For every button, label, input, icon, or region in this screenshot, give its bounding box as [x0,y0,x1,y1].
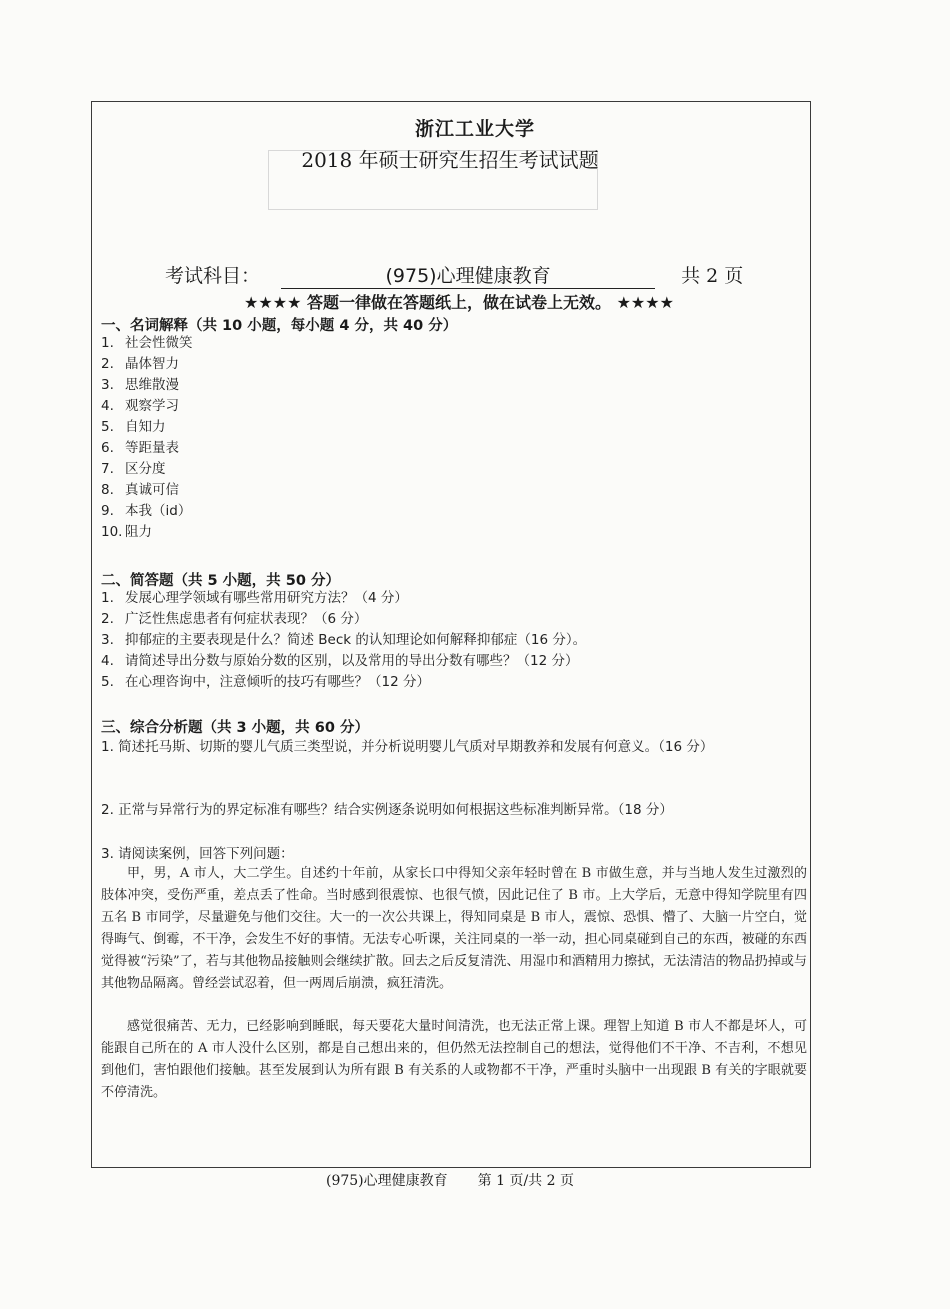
list-item: 5. 在心理咨询中，注意倾听的技巧有哪些？（12 分） [101,674,430,690]
list-item: 10. 阻力 [101,524,152,540]
subject-line [165,261,743,289]
list-item: 9. 本我（id） [101,503,192,519]
list-item: 1. 发展心理学领域有哪些常用研究方法？（4 分） [101,590,408,606]
case-paragraph-2: 感觉很痛苦、无力，已经影响到睡眠，每天要花大量时间清洗，也无法正常上课。理智上知道 B 市人不都是坏人，可能跟自己所在的 A 市人没什么区别，都是自己想出来的，但仍然无法控制自己的想法，觉得他们不干净、不吉利，不想见到他们，害怕跟他们接触。甚至发展到认为所有跟 B 有关系的人或物都不干净，严重时头脑中一出现跟 B 有关的字眼就要不停清洗。 [101,1019,807,1100]
exam-title: 2018 年硕士研究生招生考试试题 [301,148,599,172]
page-footer [0,1170,900,1190]
section-2-heading: 二、简答题（共 5 小题，共 50 分） [101,573,340,589]
page-count: 共 2 页 [681,265,744,287]
question-3-2: 2. 正常与异常行为的界定标准有哪些？结合实例逐条说明如何根据这些标准判断异常。（18 分） [101,802,673,818]
answer-notice: ★★★★ 答题一律做在答题纸上，做在试卷上无效。 ★★★★ [244,293,674,312]
subject-label: 考试科目： [165,265,261,287]
list-item: 2. 广泛性焦虑患者有何症状表现？（6 分） [101,611,368,627]
section-3-heading: 三、综合分析题（共 3 小题，共 60 分） [101,720,369,736]
case-paragraph-1: 甲，男，A 市人，大二学生。自述约十年前，从家长口中得知父亲年轻时曾在 B 市做生意，并与当地人发生过激烈的肢体冲突，受伤严重，差点丢了性命。当时感到很震惊、也很气愤，因此记住了 B 市。上大学后，无意中得知学院里有四五名 B 市同学，尽量避免与他们交往。大一的一次公共课上，得知同桌是 B 市人，震惊、恐惧、懵了、大脑一片空白，觉得晦气、倒霉，不干净，会发生不好的事情。无法专心听课，关注同桌的一举一动，担心同桌碰到自己的东西，被碰的东西觉得被“污染”了，若与其他物品接触则会继续扩散。回去之后反复清洗、用湿巾和酒精用力擦拭，无法清洁的物品扔掉或与其他物品隔离。曾经尝试忍着，但一两周后崩溃，疯狂清洗。 [101,866,807,991]
list-item: 3. 思维散漫 [101,377,179,393]
list-item: 4. 观察学习 [101,398,179,414]
list-item: 4. 请简述导出分数与原始分数的区别，以及常用的导出分数有哪些？（12 分） [101,653,579,669]
footer-page-info: 第 1 页/共 2 页 [477,1173,574,1189]
question-3-3: 3. 请阅读案例，回答下列问题： [101,846,294,862]
list-item: 7. 区分度 [101,461,166,477]
university-name: 浙江工业大学 [414,118,535,140]
list-item: 3. 抑郁症的主要表现是什么？简述 Beck 的认知理论如何解释抑郁症（16 分）。 [101,632,587,648]
list-item: 8. 真诚可信 [101,482,179,498]
section-1-list [101,333,193,543]
subject-name: (975)心理健康教育 [281,261,655,289]
section-1-heading: 一、名词解释（共 10 小题，每小题 4 分，共 40 分） [101,318,458,334]
list-item: 2. 晶体智力 [101,356,179,372]
list-item: 5. 自知力 [101,419,166,435]
question-3-1: 1. 简述托马斯、切斯的婴儿气质三类型说，并分析说明婴儿气质对早期教养和发展有何意义。（16 分） [101,739,714,755]
footer-subject: (975)心理健康教育 [326,1173,448,1189]
section-2-list [101,588,586,693]
list-item: 1. 社会性微笑 [101,335,193,351]
list-item: 6. 等距量表 [101,440,179,456]
